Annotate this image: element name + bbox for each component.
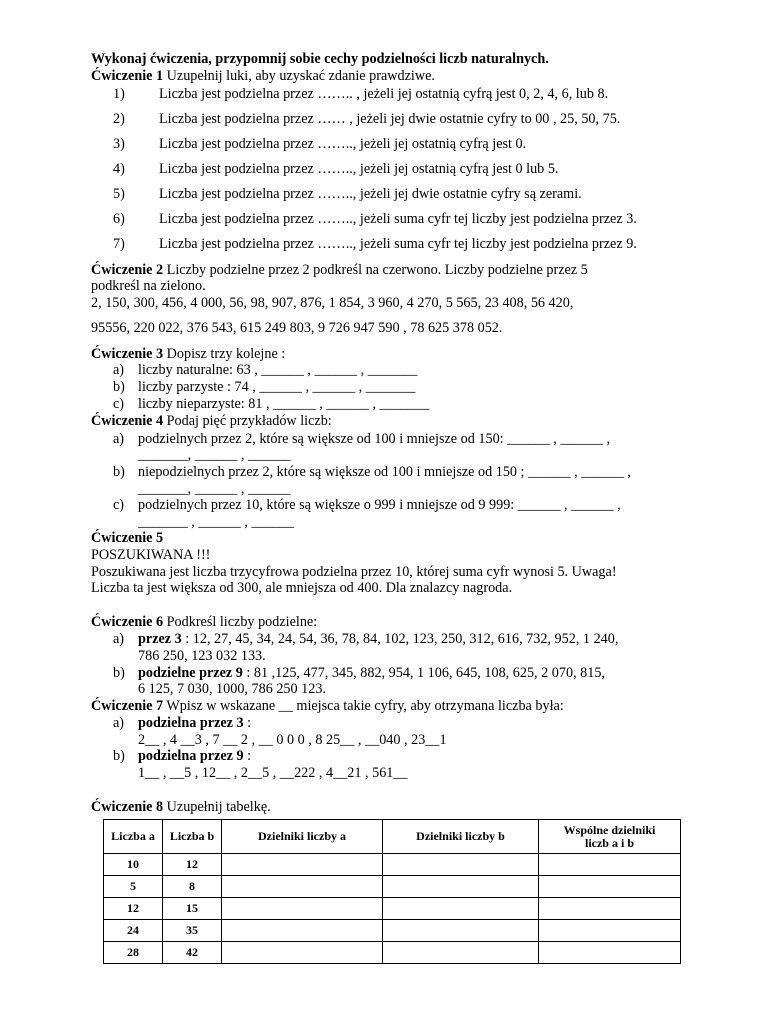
cell-liczba-a: 24 xyxy=(104,920,163,942)
ex1-intro: Uzupełnij luki, aby uzyskać zdanie prawdziwe. xyxy=(163,68,435,84)
col-header-liczba-b: Liczba b xyxy=(163,820,222,854)
table-row xyxy=(104,920,681,942)
cell-divisors-a[interactable] xyxy=(222,920,383,942)
ex3-heading xyxy=(91,346,285,363)
ex6-title: Ćwiczenie 6 xyxy=(91,614,164,630)
ex7-item-label: podzielna przez 3 xyxy=(138,715,244,731)
ex1-item-text: Liczba jest podzielna przez …….. , jeżeli jej ostatnią cyfrą jest 0, 2, 4, 6, lub 8. xyxy=(159,86,609,102)
ex3-item-letter: c) xyxy=(113,396,125,412)
ex1-item-text: Liczba jest podzielna przez …… , jeżeli jej dwie ostatnie cyfry to 00 , 25, 50, 75. xyxy=(159,111,621,127)
ex3-item-letter: b) xyxy=(113,379,125,395)
ex1-item-number: 4) xyxy=(113,161,125,177)
ex6-intro: Podkreśl liczby podzielne: xyxy=(163,614,318,630)
ex5-title: Ćwiczenie 5 xyxy=(91,530,164,546)
ex7-item-b-numbers: 1__ , __5 , 12__ , 2__5 , __222 , 4__21 , 561__ xyxy=(138,765,408,781)
ex3-item-text: liczby nieparzyste: 81 , ______ , ______ , _______ xyxy=(138,396,430,412)
ex2-numbers-line: 2, 150, 300, 456, 4 000, 56, 98, 907, 876, 1 854, 3 960, 4 270, 5 565, 23 408, 56 420, xyxy=(91,295,574,311)
ex6-item-a xyxy=(113,631,618,648)
col-header-liczba-a: Liczba a xyxy=(104,820,163,854)
table-row xyxy=(104,942,681,964)
ex1-item xyxy=(113,161,558,178)
cell-common-divisors[interactable] xyxy=(539,898,681,920)
ex1-item xyxy=(113,236,637,253)
cell-divisors-b[interactable] xyxy=(383,920,539,942)
col-header-divisors-b: Dzielniki liczby b xyxy=(383,820,539,854)
ex5-banner: POSZUKIWANA !!! xyxy=(91,547,211,563)
ex2-intro-continued: podkreśl na zielono. xyxy=(91,278,206,294)
ex7-item-b xyxy=(113,748,251,765)
ex6-item-label: podzielne przez 9 xyxy=(138,665,243,681)
ex5-text: Poszukiwana jest liczba trzycyfrowa podzielna przez 10, której suma cyfr wynosi 5. Uwaga! xyxy=(91,564,617,580)
ex7-item-colon: : xyxy=(243,715,252,731)
ex7-title: Ćwiczenie 7 xyxy=(91,698,164,714)
ex3-item-letter: a) xyxy=(113,362,125,378)
ex6-item-letter: b) xyxy=(113,665,125,681)
ex4-item-text: podzielnych przez 2, które są większe od 100 i mniejsze od 150: ______ , ______ , xyxy=(138,431,611,447)
cell-divisors-b[interactable] xyxy=(383,942,539,964)
ex4-item-letter: b) xyxy=(113,464,125,480)
cell-divisors-a[interactable] xyxy=(222,942,383,964)
cell-liczba-b: 42 xyxy=(163,942,222,964)
cell-divisors-a[interactable] xyxy=(222,854,383,876)
ex7-item-letter: b) xyxy=(113,748,125,764)
cell-common-divisors[interactable] xyxy=(539,876,681,898)
cell-liczba-b: 35 xyxy=(163,920,222,942)
cell-liczba-a: 28 xyxy=(104,942,163,964)
ex4-item-letter: a) xyxy=(113,431,125,447)
cell-divisors-b[interactable] xyxy=(383,876,539,898)
cell-liczba-b: 15 xyxy=(163,898,222,920)
ex1-item-text: Liczba jest podzielna przez …….., jeżeli jej dwie ostatnie cyfry są zerami. xyxy=(159,186,582,202)
ex8-intro: Uzupełnij tabelkę. xyxy=(163,799,271,815)
table-row xyxy=(104,876,681,898)
ex5-text: Liczba ta jest większa od 300, ale mniejsza od 400. Dla znalazcy nagroda. xyxy=(91,580,513,596)
ex1-item-text: Liczba jest podzielna przez …….., jeżeli jej ostatnią cyfrą jest 0 lub 5. xyxy=(159,161,559,177)
ex8-heading xyxy=(91,799,271,816)
ex1-heading xyxy=(91,68,435,85)
ex3-intro: Dopisz trzy kolejne : xyxy=(163,346,286,362)
ex7-item-a xyxy=(113,715,251,732)
table-header-row xyxy=(104,820,681,854)
ex7-item-colon: : xyxy=(243,748,252,764)
ex4-item-continued: _______, ______ , ______ xyxy=(138,481,291,497)
ex7-intro: Wpisz w wskazane __ miejsca takie cyfry, aby otrzymana liczba była: xyxy=(163,698,564,714)
ex7-item-label: podzielna przez 9 xyxy=(138,748,244,764)
ex1-item xyxy=(113,211,637,228)
ex1-item xyxy=(113,136,526,153)
ex4-item-continued: _______ , ______ , ______ xyxy=(138,514,295,530)
ex4-item-text: podzielnych przez 10, które są większe o 999 i mniejsze od 9 999: ______ , ______ , xyxy=(138,497,621,513)
ex3-item-text: liczby parzyste : 74 , ______ , ______ , _______ xyxy=(138,379,416,395)
ex1-item-number: 7) xyxy=(113,236,125,252)
ex2-title: Ćwiczenie 2 xyxy=(91,262,164,278)
ex1-item xyxy=(113,186,582,203)
ex6-item-b-continued: 6 125, 7 030, 1000, 786 250 123. xyxy=(138,681,326,697)
ex1-item-number: 2) xyxy=(113,111,125,127)
cell-divisors-a[interactable] xyxy=(222,898,383,920)
cell-liczba-a: 10 xyxy=(104,854,163,876)
ex4-item-text: niepodzielnych przez 2, które są większe od 100 i mniejsze od 150 ; ______ , ______ , xyxy=(138,464,631,480)
ex1-item-number: 6) xyxy=(113,211,125,227)
worksheet-header: Wykonaj ćwiczenia, przypomnij sobie cechy podzielności liczb naturalnych. xyxy=(91,51,549,67)
ex6-item-b xyxy=(113,665,605,682)
ex1-item-number: 3) xyxy=(113,136,125,152)
cell-liczba-a: 12 xyxy=(104,898,163,920)
ex3-item-text: liczby naturalne: 63 , ______ , ______ , _______ xyxy=(138,362,418,378)
ex1-item-number: 5) xyxy=(113,186,125,202)
cell-liczba-b: 12 xyxy=(163,854,222,876)
ex3-item xyxy=(113,362,417,379)
table-row xyxy=(104,898,681,920)
cell-common-divisors[interactable] xyxy=(539,854,681,876)
ex7-item-a-numbers: 2__ , 4 __3 , 7 __ 2 , __ 0 0 0 , 8 25__ , __040 , 23__1 xyxy=(138,732,447,748)
ex2-intro: Liczby podzielne przez 2 podkreśl na czerwono. Liczby podzielne przez 5 xyxy=(163,262,588,278)
ex4-item-letter: c) xyxy=(113,497,125,513)
cell-common-divisors[interactable] xyxy=(539,942,681,964)
ex1-title: Ćwiczenie 1 xyxy=(91,68,164,84)
table-row xyxy=(104,854,681,876)
ex1-item-text: Liczba jest podzielna przez …….., jeżeli jej ostatnią cyfrą jest 0. xyxy=(159,136,527,152)
ex4-item xyxy=(113,431,610,448)
ex1-item-number: 1) xyxy=(113,86,125,102)
ex4-intro: Podaj pięć przykładów liczb: xyxy=(163,413,332,429)
ex4-item-continued: _______, ______ , ______ xyxy=(138,447,291,463)
ex8-title: Ćwiczenie 8 xyxy=(91,799,164,815)
ex2-heading xyxy=(91,262,588,279)
cell-divisors-b[interactable] xyxy=(383,898,539,920)
ex4-title: Ćwiczenie 4 xyxy=(91,413,164,429)
ex3-item xyxy=(113,379,415,396)
ex7-heading xyxy=(91,698,564,715)
col-header-divisors-a: Dzielniki liczby a xyxy=(222,820,383,854)
cell-liczba-a: 5 xyxy=(104,876,163,898)
ex6-item-a-continued: 786 250, 123 032 133. xyxy=(138,648,266,664)
ex4-heading xyxy=(91,413,332,430)
ex6-heading xyxy=(91,614,317,631)
ex1-item xyxy=(113,111,620,128)
ex1-item-text: Liczba jest podzielna przez …….., jeżeli suma cyfr tej liczby jest podzielna przez 9. xyxy=(159,236,637,252)
col-header-common-divisors: Wspólne dzielniki liczb a i b xyxy=(539,820,681,854)
divisors-table xyxy=(103,819,681,964)
ex6-item-label: przez 3 xyxy=(138,631,182,647)
cell-common-divisors[interactable] xyxy=(539,920,681,942)
ex1-item-text: Liczba jest podzielna przez …….., jeżeli suma cyfr tej liczby jest podzielna przez 3. xyxy=(159,211,637,227)
ex7-item-letter: a) xyxy=(113,715,125,731)
ex3-title: Ćwiczenie 3 xyxy=(91,346,164,362)
ex2-numbers-line: 95556, 220 022, 376 543, 615 249 803, 9 726 947 590 , 78 625 378 052. xyxy=(91,320,503,336)
ex6-item-numbers: : 12, 27, 45, 34, 24, 54, 36, 78, 84, 102, 123, 250, 312, 616, 732, 952, 1 240, xyxy=(181,631,619,647)
cell-divisors-b[interactable] xyxy=(383,854,539,876)
ex1-item xyxy=(113,86,608,103)
cell-liczba-b: 8 xyxy=(163,876,222,898)
ex4-item xyxy=(113,464,631,481)
ex6-item-letter: a) xyxy=(113,631,125,647)
ex6-item-numbers: : 81 ,125, 477, 345, 882, 954, 1 106, 645, 108, 625, 2 070, 815, xyxy=(242,665,605,681)
ex4-item xyxy=(113,497,621,514)
cell-divisors-a[interactable] xyxy=(222,876,383,898)
ex3-item xyxy=(113,396,429,413)
